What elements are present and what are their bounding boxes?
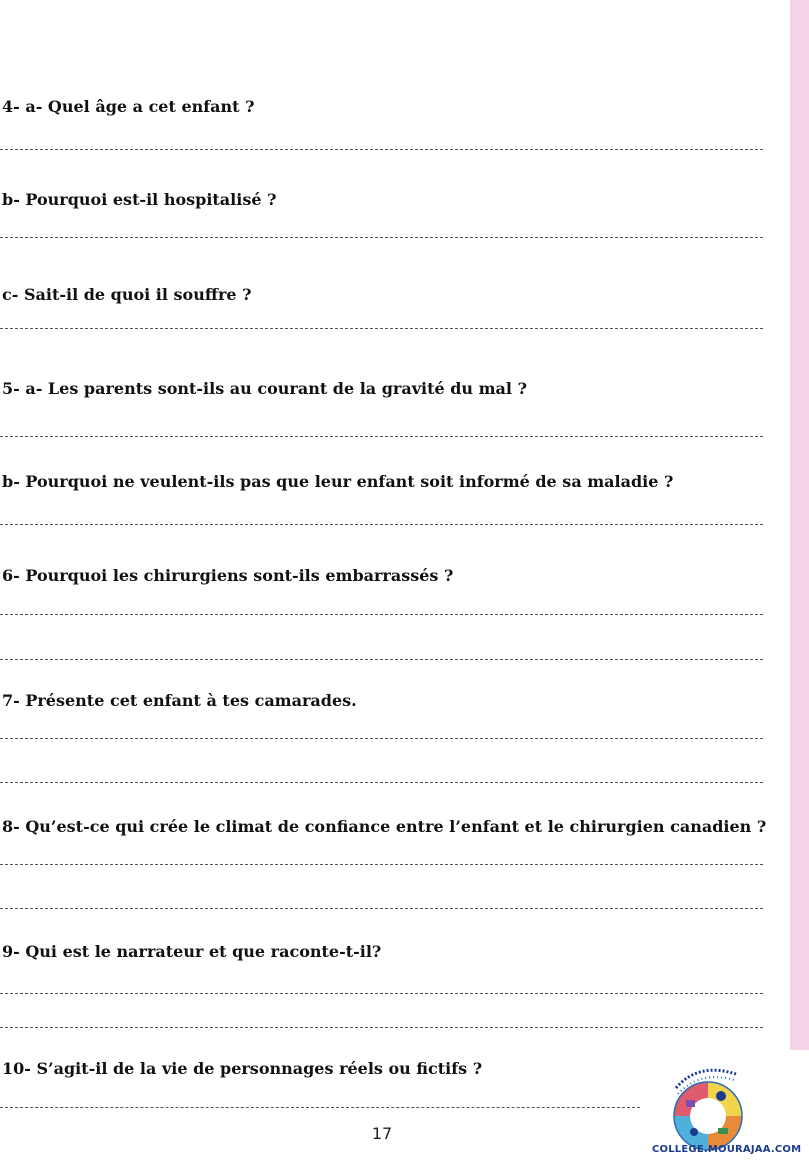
- answer-line[interactable]: [0, 993, 763, 994]
- question-4b: b- Pourquoi est-il hospitalisé ?: [2, 190, 277, 209]
- answer-line[interactable]: [0, 149, 763, 150]
- answer-line[interactable]: [0, 908, 763, 909]
- question-8: 8- Qu’est-ce qui crée le climat de confiance entre l’enfant et le chirurgien canadien ?: [2, 817, 767, 836]
- answer-line[interactable]: [0, 738, 763, 739]
- answer-line[interactable]: [0, 782, 763, 783]
- answer-line[interactable]: [0, 864, 763, 865]
- question-5b: b- Pourquoi ne veulent-ils pas que leur enfant soit informé de sa maladie ?: [2, 472, 674, 491]
- answer-line[interactable]: [0, 436, 763, 437]
- question-4a: 4- a- Quel âge a cet enfant ?: [2, 97, 255, 116]
- answer-line[interactable]: [0, 328, 763, 329]
- answer-line[interactable]: [0, 614, 763, 615]
- logo-url-text[interactable]: COLLEGE.MOURAJAA.COM: [652, 1144, 802, 1155]
- page-number: 17: [371, 1124, 393, 1143]
- answer-line[interactable]: [0, 1107, 640, 1108]
- question-7: 7- Présente cet enfant à tes camarades.: [2, 691, 357, 710]
- question-10: 10- S’agit-il de la vie de personnages réels ou fictifs ?: [2, 1059, 483, 1078]
- question-4c: c- Sait-il de quoi il souffre ?: [2, 285, 252, 304]
- side-color-band: [790, 0, 809, 1050]
- question-5a: 5- a- Les parents sont-ils au courant de la gravité du mal ?: [2, 379, 527, 398]
- answer-line[interactable]: [0, 1027, 763, 1028]
- answer-line[interactable]: [0, 659, 763, 660]
- question-9: 9- Qui est le narrateur et que raconte-t-il?: [2, 942, 382, 961]
- answer-line[interactable]: [0, 237, 763, 238]
- answer-line[interactable]: [0, 524, 763, 525]
- question-6: 6- Pourquoi les chirurgiens sont-ils embarrassés ?: [2, 566, 454, 585]
